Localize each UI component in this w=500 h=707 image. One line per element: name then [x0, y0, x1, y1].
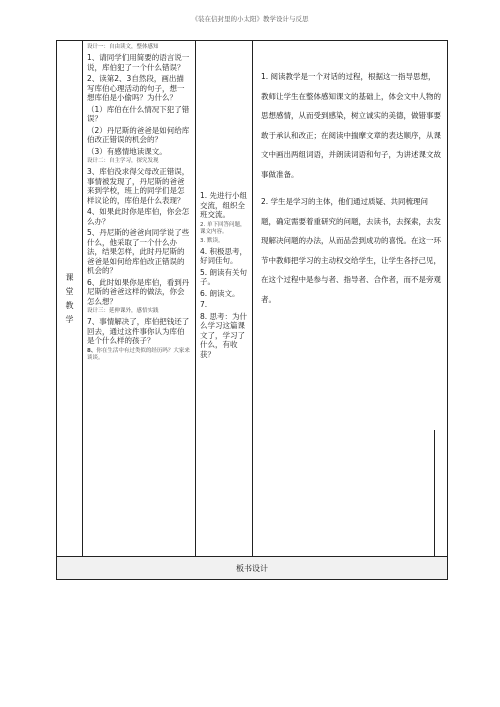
reflection-paragraph-1: 1. 阅读教学是一个对话的过程，根据这一指导思想，教师让学生在整体感知课文的基础上，体会文中人物的思想感情，从而受到感染，树立诚实的美德，做错事要敢于承认和改正；在阅读中揣摩文章的表达顺序，从课文中画出两组词语，并朗读词语和句子，为讲述课文故事做准备。: [261, 72, 441, 179]
question-6: 6、此时如果你是库伯，看到丹尼斯的爸爸这样的做法，你会怎么想？: [87, 277, 190, 306]
student-item-2: 2. 单下回答问题，课文内容。: [200, 221, 246, 235]
reflection-paragraph-2: 2. 学生是学习的主体，他们通过质疑、共同梳理问题，确定需要着重研究的问题，去读书，去探索，去发现解决问题的办法，从而品尝到成功的喜悦。在这一环节中教师把学习的主动权交给学生，让学生各抒己见，在这个过程中是参与者、指导者、合作者，而不是旁观者。: [261, 197, 441, 304]
question-8-text: 你在生活中有过类似的经历吗？大家来谈谈。: [87, 347, 190, 361]
question-5: 5、丹尼斯的爸爸向同学说了些什么，他采取了一个什么办法，结果怎样，此时丹尼斯的爸爸是如何给库伯改正错误的机会的？: [87, 228, 190, 275]
activity-column: [83, 41, 196, 557]
question-2-2: （2）丹尼斯的爸爸是如何给库伯改正错误的机会的？: [87, 125, 190, 144]
question-8: [87, 348, 191, 362]
student-item-5: 5. 朗读有关句子。: [200, 267, 248, 286]
question-7: 7、事情解决了，库伯把钱还了回去，通过这件事你认为库伯是个什么样的孩子？: [87, 317, 190, 345]
corner-box: [434, 430, 447, 556]
board-design-label: 板书设计: [236, 563, 268, 573]
question-3: 3、库伯没求得父母改正错误，事情被发现了，丹尼斯的爸爸来到学校，班上的同学们是怎样议论的，库伯是什么表现？: [87, 167, 190, 205]
student-item-3: 3. 默读。: [200, 237, 224, 244]
student-item-7: 7.: [200, 300, 208, 309]
page-header: 《装在信封里的小太阳》教学设计与反思: [191, 15, 309, 23]
side-label-cell: [57, 41, 83, 557]
student-item-4: 4. 积极思考，好词佳句。: [200, 246, 248, 265]
question-2-3: （3）有感情地读课文。: [87, 146, 167, 156]
lesson-plan-table: [56, 40, 448, 580]
board-design-row: [57, 557, 448, 580]
question-2-1: （1）库伯在什么情况下犯了错误？: [87, 104, 190, 123]
question-8-number: 8、: [87, 347, 97, 354]
question-1: 1、请同学们用简要的语言说一说，库伯犯了一个什么错误？: [87, 53, 190, 72]
section-3-title: 设计三：延伸课外，感悟实践: [87, 308, 159, 314]
student-activity-column: [196, 41, 253, 557]
student-item-8: 8. 思考：为什么学习这篇课文了，学习了什么，有收获？: [200, 311, 248, 359]
section-1-title: 设计一：自由读文，整体感知: [87, 44, 159, 50]
question-4: 4、如果此时你是库伯，你会怎么办？: [87, 207, 190, 226]
side-label: 课 堂 教 学: [65, 272, 74, 324]
reflection-column: [253, 41, 448, 557]
student-item-1: 1. 先进行小组交流，组织全班交流。: [200, 191, 248, 219]
student-item-6: 6. 朗读文。: [200, 288, 240, 298]
question-2: 2、读第2、3自然段，画出描写库伯心理活动的句子，想一想库伯是小偷吗？为什么？: [87, 74, 185, 102]
section-2-title: 设计二：自主学习，探究发现: [87, 158, 159, 164]
